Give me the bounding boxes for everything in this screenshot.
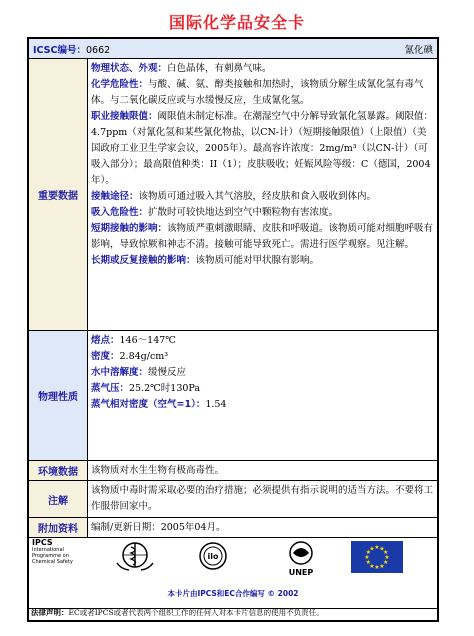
physical-item-key: 蒸气相对密度（空气=1）： xyxy=(91,399,206,410)
important-item-value: 扩散时可较快地达到空气中颗粒物有害浓度。 xyxy=(148,207,339,218)
physical-item-entry xyxy=(91,381,434,397)
icsc-number: 0662 xyxy=(86,45,111,56)
important-item-entry xyxy=(91,253,434,269)
unep-label: UNEP xyxy=(288,568,314,577)
notes-section xyxy=(29,481,437,518)
eu-flag-icon xyxy=(351,541,403,573)
card-title: 国际化学品安全卡 xyxy=(168,13,305,32)
unep-logo-icon xyxy=(277,539,325,579)
important-item-entry xyxy=(91,61,434,77)
important-item-entry xyxy=(91,109,434,189)
environment-text: 该物质对水生生物有极高毒性。 xyxy=(91,465,225,476)
physical-properties-section xyxy=(29,331,437,461)
notes-label: 注解 xyxy=(29,481,88,517)
important-item-entry xyxy=(91,205,434,221)
eu-star-icon: ★ xyxy=(364,554,370,562)
physical-properties-label: 物理性质 xyxy=(29,331,88,460)
physical-item-value: 1.54 xyxy=(205,399,227,410)
environment-label: 环境数据 xyxy=(29,461,88,480)
important-item-key: 物理状态、外观： xyxy=(91,63,168,74)
important-item-key: 职业接触限值： xyxy=(91,111,158,122)
important-item-key: 化学危险性： xyxy=(91,79,149,90)
eu-star-icon: ★ xyxy=(382,559,389,567)
important-item-key: 长期或反复接触的影响： xyxy=(91,255,196,266)
eu-star-icon: ★ xyxy=(379,545,385,553)
additional-section xyxy=(29,518,437,538)
physical-item-key: 密度： xyxy=(91,351,120,362)
physical-item-key: 水中溶解度： xyxy=(91,367,149,378)
legal-text: EC或者IPCS或者代表两个组织工作的任何人对本卡片信息的使用不负责任。 xyxy=(68,608,324,617)
important-item-entry xyxy=(91,77,434,109)
important-item-entry xyxy=(91,189,434,205)
chemical-name: 氰化碘 xyxy=(404,45,433,56)
ilo-logo-icon xyxy=(189,541,237,573)
important-item-key: 短期接触的影响： xyxy=(91,223,168,234)
additional-text: 编制/更新日期：2005年04月。 xyxy=(91,522,226,533)
eu-star-icon: ★ xyxy=(369,545,375,553)
eu-star-icon: ★ xyxy=(365,559,372,567)
svg-text:ilo: ilo xyxy=(207,552,219,561)
eu-star-icon: ★ xyxy=(369,562,375,570)
important-item-value: 该物质可通过吸入其气溶胶，经皮肤和食入吸收到体内。 xyxy=(138,191,377,202)
eu-star-icon: ★ xyxy=(379,562,385,570)
ipcs-name: IPCS xyxy=(32,538,53,547)
physical-item-value: 146～147℃ xyxy=(119,335,176,346)
environment-section xyxy=(29,461,437,481)
physical-properties-content xyxy=(88,331,437,460)
eu-star-icon: ★ xyxy=(374,544,380,552)
additional-label: 附加资料 xyxy=(29,518,88,537)
important-data-label: 重要数据 xyxy=(29,59,88,330)
ipcs-block: IPCS International Programme on Chemical Safety xyxy=(32,538,73,565)
important-item-entry xyxy=(91,221,434,253)
eu-star-icon: ★ xyxy=(382,549,389,557)
physical-item-value: 25.2℃时130Pa xyxy=(129,383,201,394)
icsc-label: ICSC编号： xyxy=(33,45,86,56)
legal-label: 法律声明： xyxy=(31,608,69,617)
important-item-key: 接触途径： xyxy=(91,191,139,202)
important-data-content xyxy=(88,59,437,330)
important-item-value: 该物质可能对甲状腺有影响。 xyxy=(195,255,320,266)
logo-bar xyxy=(29,538,437,609)
physical-item-key: 蒸气压： xyxy=(91,383,130,394)
physical-item-entry xyxy=(91,397,434,413)
legal-notice xyxy=(31,607,435,619)
physical-item-value: 2.84g/cm³ xyxy=(119,351,169,362)
physical-item-entry xyxy=(91,333,434,349)
eu-star-icon: ★ xyxy=(365,549,372,557)
important-item-value: 阈限值未制定标准。在潮湿空气中分解导致氰化氢暴露。阈限值：4.7ppm（对氰化氢和某些氰化物盐，以CN-计）（短期接触限值）（上限值）（美国政府工业卫生学家会议，2005年）。最高容许浓度：2mg/m³（以CN-计）（可吸入部分）；最高限值种类：II（1）；皮肤吸收；妊娠风险等级：C（德国，2004年）。 xyxy=(91,111,434,186)
physical-item-value: 缓慢反应 xyxy=(148,367,187,378)
notes-text: 该物质中毒时需采取必要的治疗措施；必须提供有指示说明的适当方法。不要将工作服带回家中。 xyxy=(91,485,434,512)
physical-item-entry xyxy=(91,365,434,381)
important-item-value: 该物质严重刺激眼睛、皮肤和呼吸道。该物质可能对细胞呼吸有影响，导致惊厥和神志不清。接触可能导致死亡。需进行医学观察。见注解。 xyxy=(91,223,434,250)
important-data-section xyxy=(29,59,437,331)
physical-item-entry xyxy=(91,349,434,365)
safety-card xyxy=(27,37,439,622)
physical-item-key: 熔点： xyxy=(91,335,120,346)
important-item-value: 与酸、碱、氨、醇类接触和加热时，该物质分解生成氰化氢有毒气体。与二氧化碳反应或与水缓慢反应，生成氰化氢。 xyxy=(91,79,424,106)
important-item-key: 吸入危险性： xyxy=(91,207,149,218)
card-header xyxy=(29,39,437,59)
who-logo-icon xyxy=(111,541,159,573)
important-item-value: 白色晶体，有刺鼻气味。 xyxy=(167,63,272,74)
eu-star-icon: ★ xyxy=(384,554,390,562)
eu-star-icon: ★ xyxy=(374,564,380,572)
credit-line: 本卡片由IPCS和EC合作编写 © 2002 xyxy=(167,589,299,598)
